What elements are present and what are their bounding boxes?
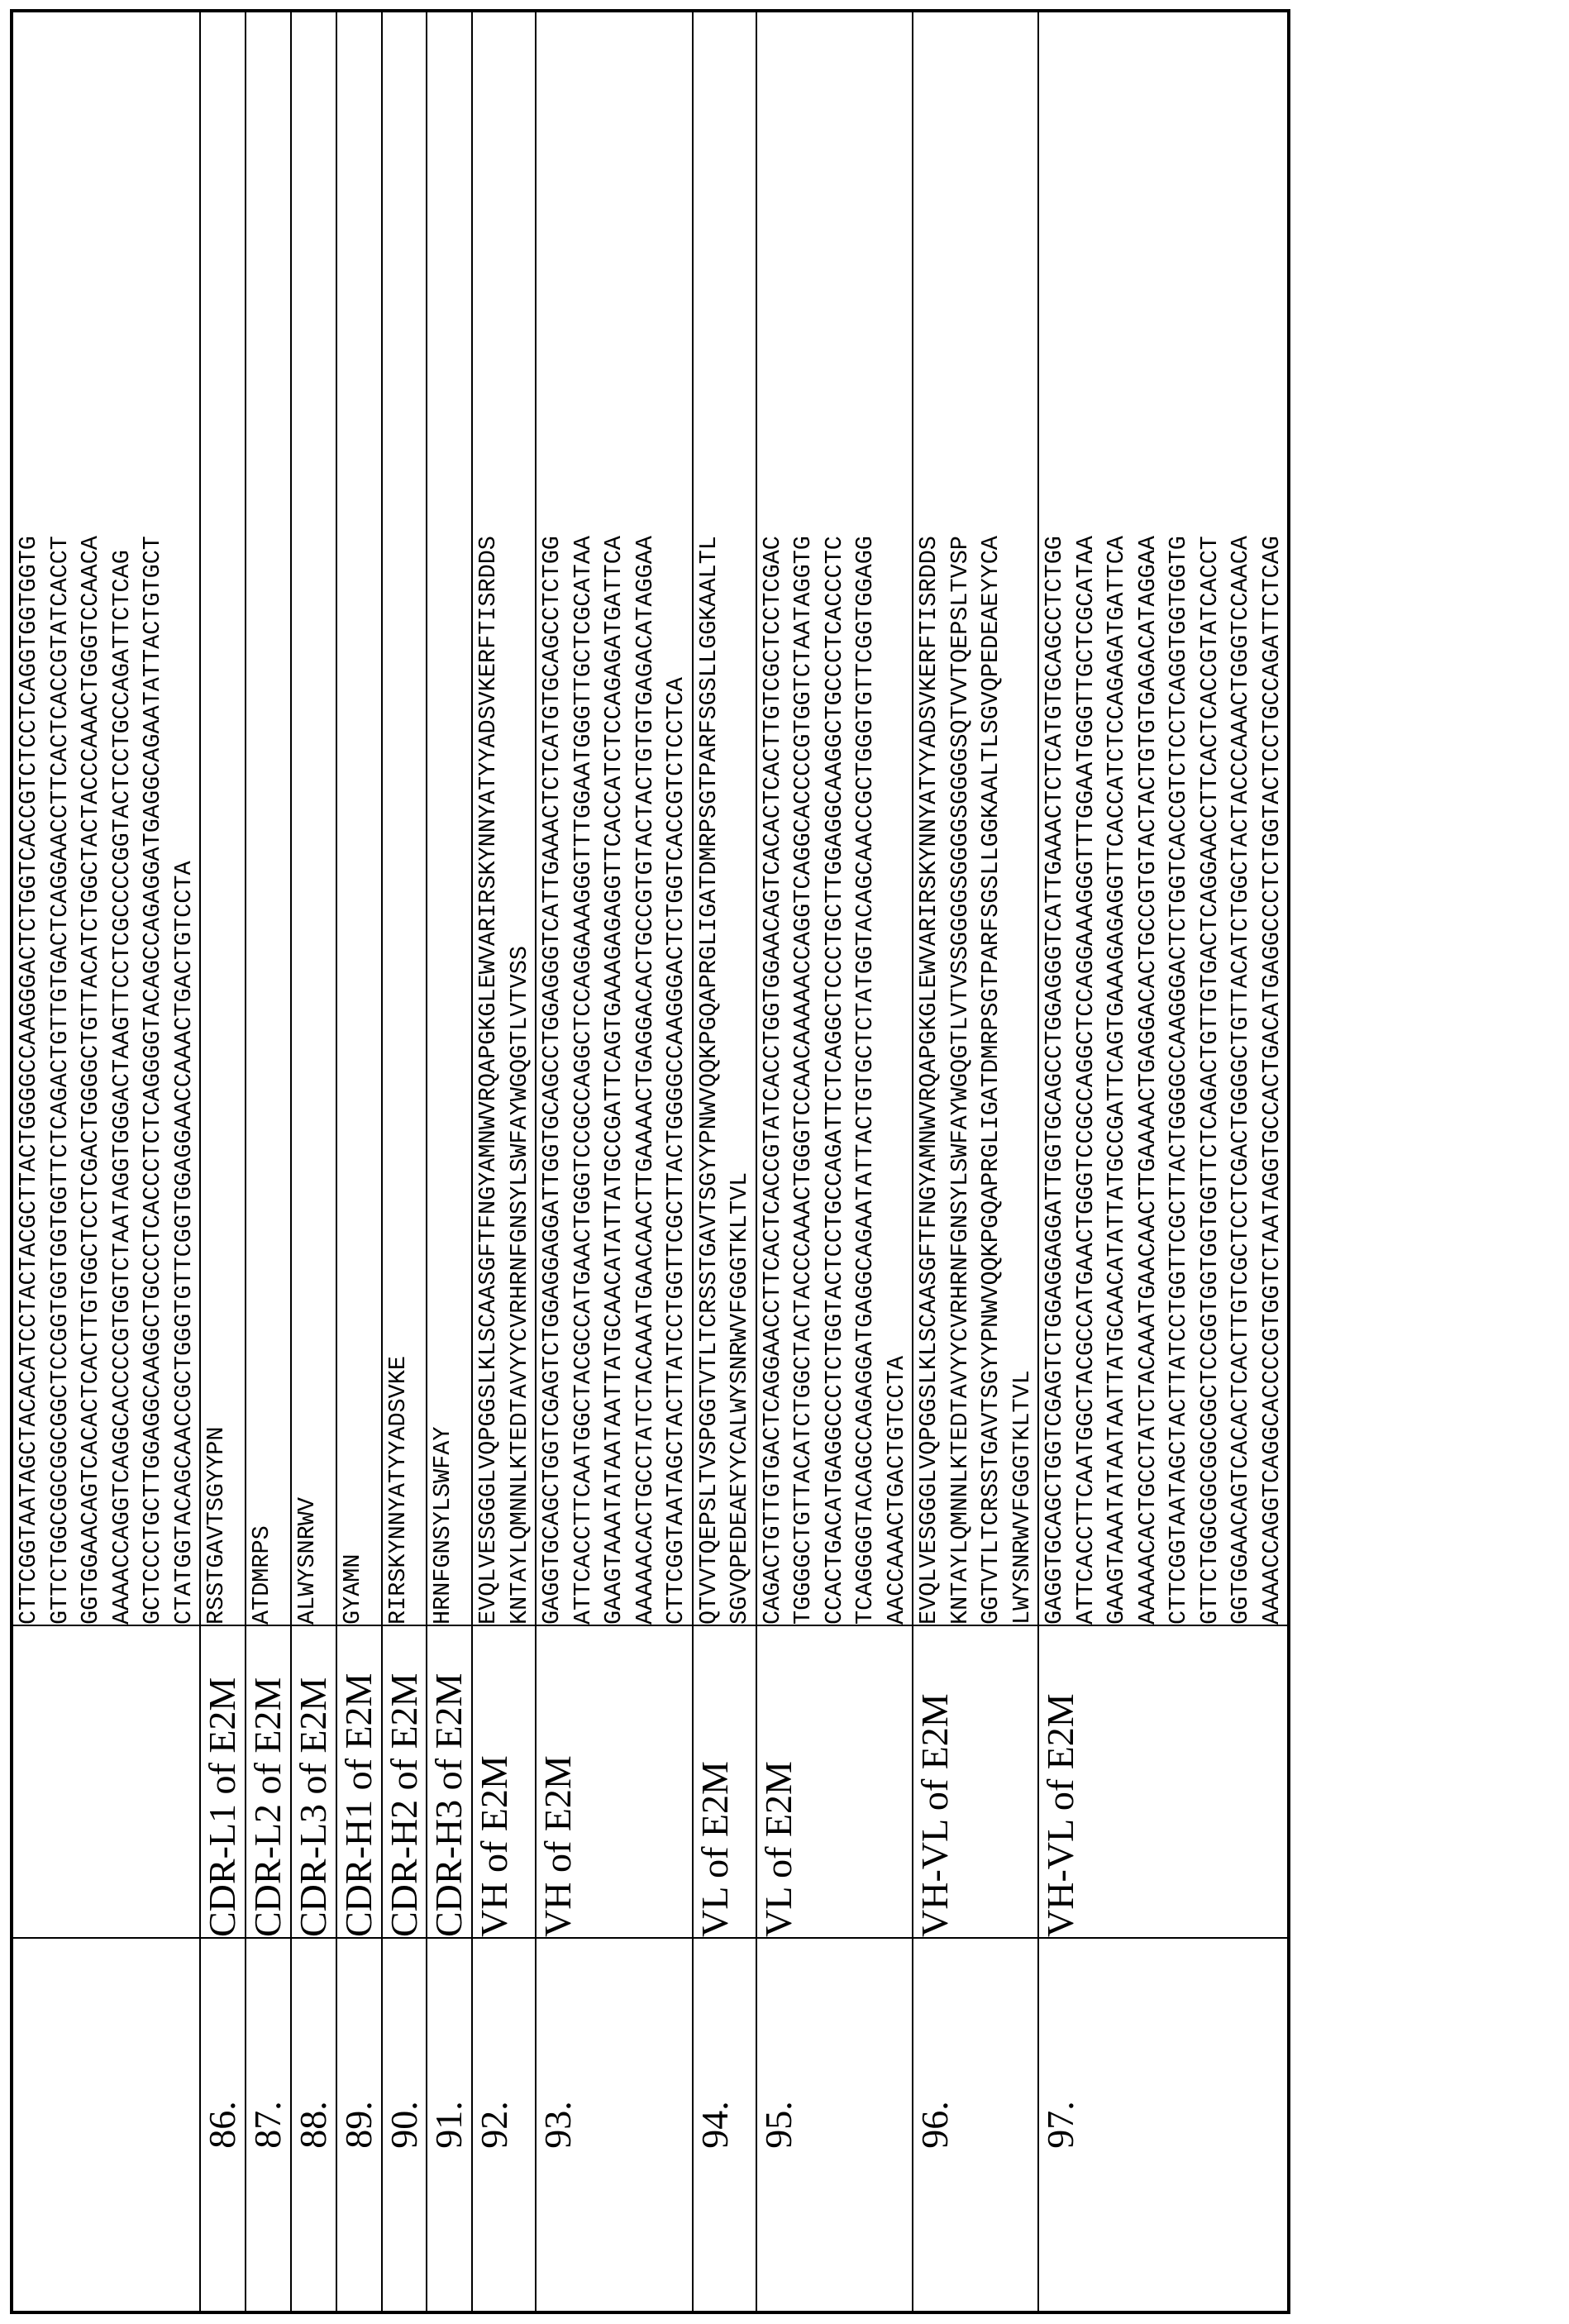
table-row	[12, 11, 200, 2312]
sequence-description: VH-VL of E2M	[913, 1625, 1038, 1938]
sequence-line: AACCAAACTGACTGTCCTA	[882, 1356, 910, 1625]
table-row	[291, 11, 336, 2312]
sequence-line: ATTCACCTTCAATGGCTACGCCATGAACTGGGTCCGCCAGGCTCCAGGAAAGGGTTTGGAATGGGTTGCTCGCATAA	[569, 536, 597, 1625]
sequence-line: AAAACCAGGTCAGGCACCCCGTGGTCTAATAGGTGGGACTAAGTTCCTCGCCCCGGTACTCCTGCCAGATTCTCAG	[107, 550, 136, 1625]
sequence-line: GAAGTAAATATAATAATTATGCAACATATTATGCCGATTCAGTGAAAGAGAGGTTCACCATCTCCAGAGATGATTCA	[600, 536, 628, 1625]
sequence-line: QTVVTQEPSLTVSPGGTVTLTCRSSTGAVTSGYYPNWVQQKPGQAPRGLIGATDMRPSGTPARFSGSLLGGKAALTL	[694, 536, 723, 1625]
seq-id-number: 90.	[382, 1938, 427, 2312]
sequence-text	[291, 11, 336, 1625]
sequence-line: GTTCTGGCGGCGGCGGCTCCGGTGGTGGTGGTTCTCAGACTGTTGTGACTCAGGAACCTTCACTCACCGTATCACCT	[45, 536, 74, 1625]
sequence-line: ALWYSNRWV	[293, 1497, 321, 1625]
sequence-line: KNTAYLQMNNLKTEDTAVYYCVRHRNFGNSYLSWFAYWGQGTLVTVSS	[505, 946, 533, 1625]
sequence-description: VH-VL of E2M	[1038, 1625, 1289, 1938]
sequence-line: SGVQPEDEAEYYCALWYSNRWVFGGGTKLTVL	[726, 1172, 754, 1625]
sequence-text	[200, 11, 246, 1625]
seq-id-number: 92.	[472, 1938, 536, 2312]
sequence-line: AAAACCAGGTCAGGCACCCCGTGGTCTAATAGGTGCCACTGACATGAGGCCCTCTGGTACTCCTGCCAGATTCTCAG	[1257, 536, 1285, 1625]
seq-id-number: 88.	[291, 1938, 336, 2312]
sequence-line: GTTCTGGCGGCGGCGGCTCCGGTGGTGGTGGTTCTCAGACTGTTGTGACTCAGGAACCTTCACTCACCGTATCACCT	[1195, 536, 1223, 1625]
seq-id-number: 86.	[200, 1938, 246, 2312]
sequence-text	[536, 11, 693, 1625]
sequence-line: EVQLVESGGGLVQPGGSLKLSCAASGFTFNGYAMNWVRQAPGKGLEWVARIRSKYNNYATYYADSVKERFTISRDDS	[915, 536, 943, 1625]
table-row	[756, 11, 913, 2312]
sequence-line: AAAAACACTGCCTATCTACAAATGAACAACTTGAAAACTGAGGACACTGCCGTGTACTACTGTGTGAGACATAGGAA	[1133, 536, 1161, 1625]
sequence-text	[382, 11, 427, 1625]
sequence-description: VL of E2M	[693, 1625, 756, 1938]
sequence-line: ATDMRPS	[247, 1525, 275, 1625]
sequence-line: GGTVTLTCRSSTGAVTSGYYPNWVQQKPGQAPRGLIGATDMRPSGTPARFSGSLLGGKAALTLSGVQPEDEAEYYCA	[977, 536, 1005, 1625]
sequence-text	[472, 11, 536, 1625]
sequence-line: GGTGGAACAGTCACACTCACTTGTCGCTCCTCGACTGGGGCTGTTACATCTGGCTACTACCCAAACTGGGTCCAACA	[1227, 536, 1255, 1625]
table-row	[913, 11, 1038, 2312]
table-row	[427, 11, 472, 2312]
sequence-line: GYAMN	[338, 1553, 366, 1625]
sequence-line: GAGGTGCAGCTGGTCGAGTCTGGAGGAGGATTGGTGCAGCCTGGAGGGTCATTGAAACTCTCATGTGCAGCCTCTGG	[538, 536, 566, 1625]
sequence-line: GGTGGAACAGTCACACTCACTTGTGGCTCCTCGACTGGGGCTGTTACATCTGGCTACTACCCAAACTGGGTCCAACA	[77, 536, 104, 1625]
table-row	[382, 11, 427, 2312]
sequence-line: TCAGGGGTACAGCCAGAGGATGAGGCAGAATATTACTGTGCTCTATGGTACAGCAACCGCTGGGTGTTCGGTGGAGG	[851, 536, 880, 1625]
seq-id-number: 87.	[246, 1938, 291, 2312]
sequence-line: CTTCGGTAATAGCTACTTATCCTGGTTCGCTTACTGGGGCCAAGGGACTCTGGTCACCGTCTCCTCAGGTGGTGGTG	[1165, 536, 1193, 1625]
sequence-table	[10, 9, 1290, 2314]
table-row	[536, 11, 693, 2312]
sequence-description: CDR-H1 of E2M	[336, 1625, 382, 1938]
table-row	[336, 11, 382, 2312]
sequence-line: CTTCGGTAATAGCTACACATCCTACTACGCTTACTGGGGCCAAGGGACTCTGGTCACCGTCTCCTCAGGTGGTGGTG	[15, 536, 42, 1625]
seq-id-number	[12, 1938, 200, 2312]
sequence-description: VH of E2M	[472, 1625, 536, 1938]
sequence-description: CDR-L3 of E2M	[291, 1625, 336, 1938]
sequence-line: GAAGTAAATATAATAATTATGCAACATATTATGCCGATTCAGTGAAAGAGAGGTTCACCATCTCCAGAGATGATTCA	[1103, 536, 1131, 1625]
seq-id-number: 95.	[756, 1938, 913, 2312]
sequence-text	[336, 11, 382, 1625]
sequence-description	[12, 1625, 200, 1938]
seq-id-number: 97.	[1038, 1938, 1289, 2312]
sequence-line: RSSTGAVTSGYYPN	[203, 1426, 230, 1625]
sequence-line: CCACTGACATGAGGCCCTCTGGTACTCCTGCCAGATTCTCAGGCTCCCTGCTTGGAGGCAAGGCTGCCCTCACCCTC	[820, 536, 848, 1625]
sequence-line: LWYSNRWVFGGGTKLTVL	[1008, 1370, 1036, 1625]
seq-id-number: 89.	[336, 1938, 382, 2312]
sequence-description: CDR-L1 of E2M	[200, 1625, 246, 1938]
sequence-line: TGGGGCTGTTACATCTGGCTACTACCCAAACTGGGTCCAACAAAAACCAGGTCAGGCACCCCGTGGTCTAATAGGTG	[789, 536, 818, 1625]
table-row	[246, 11, 291, 2312]
table-row	[200, 11, 246, 2312]
sequence-text	[693, 11, 756, 1625]
sequence-line: GCTCCCTGCTTGGAGGCAAGGCTGCCCTCACCCTCTCAGGGGTACAGCCAGAGGATGAGGCAGAATATTACTGTGCT	[139, 536, 166, 1625]
sequence-description: CDR-H3 of E2M	[427, 1625, 472, 1938]
sequence-line: AAAAACACTGCCTATCTACAAATGAACAACTTGAAAACTGAGGACACTGCCGTGTACTACTGTGTGAGACATAGGAA	[631, 536, 659, 1625]
sequence-line: ATTCACCTTCAATGGCTACGCCATGAACTGGGTCCGCCAGGCTCCAGGAAAGGGTTTGGAATGGGTTGCTCGCATAA	[1071, 536, 1099, 1625]
sequence-line: HRNFGNSYLSWFAY	[429, 1426, 457, 1625]
table-row	[693, 11, 756, 2312]
sequence-text	[756, 11, 913, 1625]
sequence-description: VL of E2M	[756, 1625, 913, 1938]
sequence-line: KNTAYLQMNNLKTEDTAVYYCVRHRNFGNSYLSWFAYWGQGTLVTVSSGGGGSGGGGSGGGGSQTVVTQEPSLTVSP	[946, 536, 974, 1625]
sequence-line: GAGGTGCAGCTGGTCGAGTCTGGAGGAGGATTGGTGCAGCCTGGAGGGTCATTGAAACTCTCATGTGCAGCCTCTGG	[1041, 536, 1069, 1625]
sequence-description: CDR-H2 of E2M	[382, 1625, 427, 1938]
sequence-text	[913, 11, 1038, 1625]
sequence-line: CAGACTGTTGTGACTCAGGAACCTTCACTCACCGTATCACCTGGTGGAACAGTCACACTCACTTGTCGCTCCTCGAC	[758, 536, 786, 1625]
sequence-text	[12, 11, 200, 1625]
seq-id-number: 91.	[427, 1938, 472, 2312]
sequence-line: RIRSKYNNYATYYADSVKE	[384, 1356, 412, 1625]
sequence-line: EVQLVESGGGLVQPGGSLKLSCAASGFTFNGYAMNWVRQAPGKGLEWVARIRSKYNNYATYYADSVKERFTISRDDS	[475, 536, 503, 1625]
seq-id-number: 94.	[693, 1938, 756, 2312]
seq-id-number: 93.	[536, 1938, 693, 2312]
sequence-text	[427, 11, 472, 1625]
sequence-text	[1038, 11, 1289, 1625]
table-row	[472, 11, 536, 2312]
sequence-line: CTTCGGTAATAGCTACTTATCCTGGTTCGCTTACTGGGGCCAAGGGACTCTGGTCACCGTCTCCTCA	[662, 677, 690, 1625]
sequence-line: CTATGGTACAGCAACCGCTGGGTGTTCGGTGGAGGAACCAAACTGACTGTCCTA	[169, 861, 198, 1625]
sequence-description: CDR-L2 of E2M	[246, 1625, 291, 1938]
sequence-description: VH of E2M	[536, 1625, 693, 1938]
table-row	[1038, 11, 1289, 2312]
seq-id-number: 96.	[913, 1938, 1038, 2312]
sequence-text	[246, 11, 291, 1625]
